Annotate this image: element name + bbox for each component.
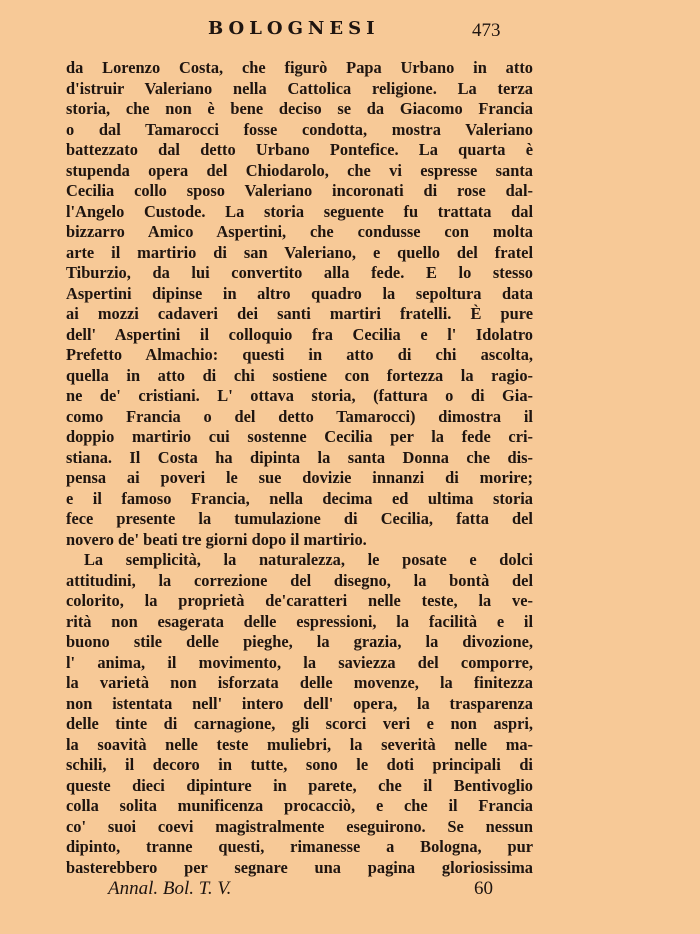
text-line: La semplicità, la naturalezza, le posate e dolci bbox=[84, 550, 533, 569]
text-line: la soavità nelle teste muliebri, la severità nelle ma- bbox=[66, 734, 533, 754]
text-line: ai mozzi cadaveri dei santi martiri fratelli. È pure bbox=[66, 304, 533, 323]
text-line: la varietà non isforzata delle movenze, la finitezza bbox=[66, 673, 533, 692]
body-text bbox=[66, 58, 533, 878]
running-title: BOLOGNESI bbox=[208, 18, 380, 39]
text-line: Prefetto Almachio: questi in atto di chi ascolta, bbox=[66, 345, 533, 364]
text-line: doppio martirio cui sostenne Cecilia per la fede cri- bbox=[66, 427, 533, 446]
running-head bbox=[0, 18, 700, 46]
signature-number: 60 bbox=[474, 878, 493, 899]
text-line: stupenda opera del Chiodarolo, che vi espresse santa bbox=[66, 160, 533, 180]
text-line: da Lorenzo Costa, che figurò Papa Urbano in atto bbox=[66, 58, 533, 77]
text-line: delle tinte di carnagione, gli scorci veri e non aspri, bbox=[66, 714, 533, 733]
text-line: stiana. Il Costa ha dipinta la santa Donna che dis- bbox=[66, 447, 533, 467]
signature-mark: Annal. Bol. T. V. bbox=[108, 878, 232, 899]
page-footer bbox=[0, 878, 700, 908]
text-line: quella in atto di chi sostiene con fortezza la ragio- bbox=[66, 365, 533, 385]
text-line: Aspertini dipinse in altro quadro la sepoltura data bbox=[66, 283, 533, 303]
text-line: co' suoi coevi magistralmente eseguirono. Se nessun bbox=[66, 816, 533, 836]
text-line: Cecilia collo sposo Valeriano incoronati di rose dal- bbox=[66, 181, 533, 200]
text-line: e il famoso Francia, nella decima ed ultima storia bbox=[66, 488, 533, 508]
text-line: pensa ai poveri le sue dovizie innanzi di morire; bbox=[66, 468, 533, 487]
text-line: storia, che non è bene deciso se da Giacomo Francia bbox=[66, 99, 533, 118]
text-line: Tiburzio, da lui convertito alla fede. E lo stesso bbox=[66, 263, 533, 282]
text-line: non istentata nell' intero dell' opera, la trasparenza bbox=[66, 693, 533, 713]
text-line: dell' Aspertini il colloquio fra Cecilia e l' Idolatro bbox=[66, 324, 533, 344]
text-line: rità non esagerata delle espressioni, la facilità e il bbox=[66, 611, 533, 631]
page-number: 473 bbox=[472, 20, 501, 41]
text-line: o dal Tamarocci fosse condotta, mostra Valeriano bbox=[66, 119, 533, 139]
text-line: basterebbero per segnare una pagina gloriosissima bbox=[66, 857, 533, 877]
text-line: l'Angelo Custode. La storia seguente fu trattata dal bbox=[66, 201, 533, 221]
paragraph-1 bbox=[66, 58, 533, 550]
text-line: fece presente la tumulazione di Cecilia, fatta del bbox=[66, 509, 533, 528]
text-line: buono stile delle pieghe, la grazia, la divozione, bbox=[66, 632, 533, 651]
text-line: arte il martirio di san Valeriano, e quello del fratel bbox=[66, 242, 533, 262]
text-line: ne de' cristiani. L' ottava storia, (fattura o di Gia- bbox=[66, 386, 533, 405]
text-line: attitudini, la correzione del disegno, la bontà del bbox=[66, 570, 533, 590]
text-line: schili, il decoro in tutte, sono le doti principali di bbox=[66, 755, 533, 774]
text-line: colorito, la proprietà de'caratteri nelle teste, la ve- bbox=[66, 591, 533, 610]
text-line: queste dieci dipinture in parete, che il Bentivoglio bbox=[66, 775, 533, 795]
text-line: novero de' beati tre giorni dopo il martirio. bbox=[66, 529, 367, 549]
text-line: dipinto, tranne questi, rimanesse a Bologna, pur bbox=[66, 837, 533, 856]
text-line: l' anima, il movimento, la saviezza del comporre, bbox=[66, 652, 533, 672]
text-line: battezzato dal detto Urbano Pontefice. La quarta è bbox=[66, 140, 533, 159]
paragraph-2 bbox=[66, 550, 533, 878]
text-line: como Francia o del detto Tamarocci) dimostra il bbox=[66, 406, 533, 426]
text-line: bizzarro Amico Aspertini, che condusse con molta bbox=[66, 222, 533, 241]
text-line: d'istruir Valeriano nella Cattolica religione. La terza bbox=[66, 78, 533, 98]
text-line: colla solita munificenza procacciò, e che il Francia bbox=[66, 796, 533, 815]
